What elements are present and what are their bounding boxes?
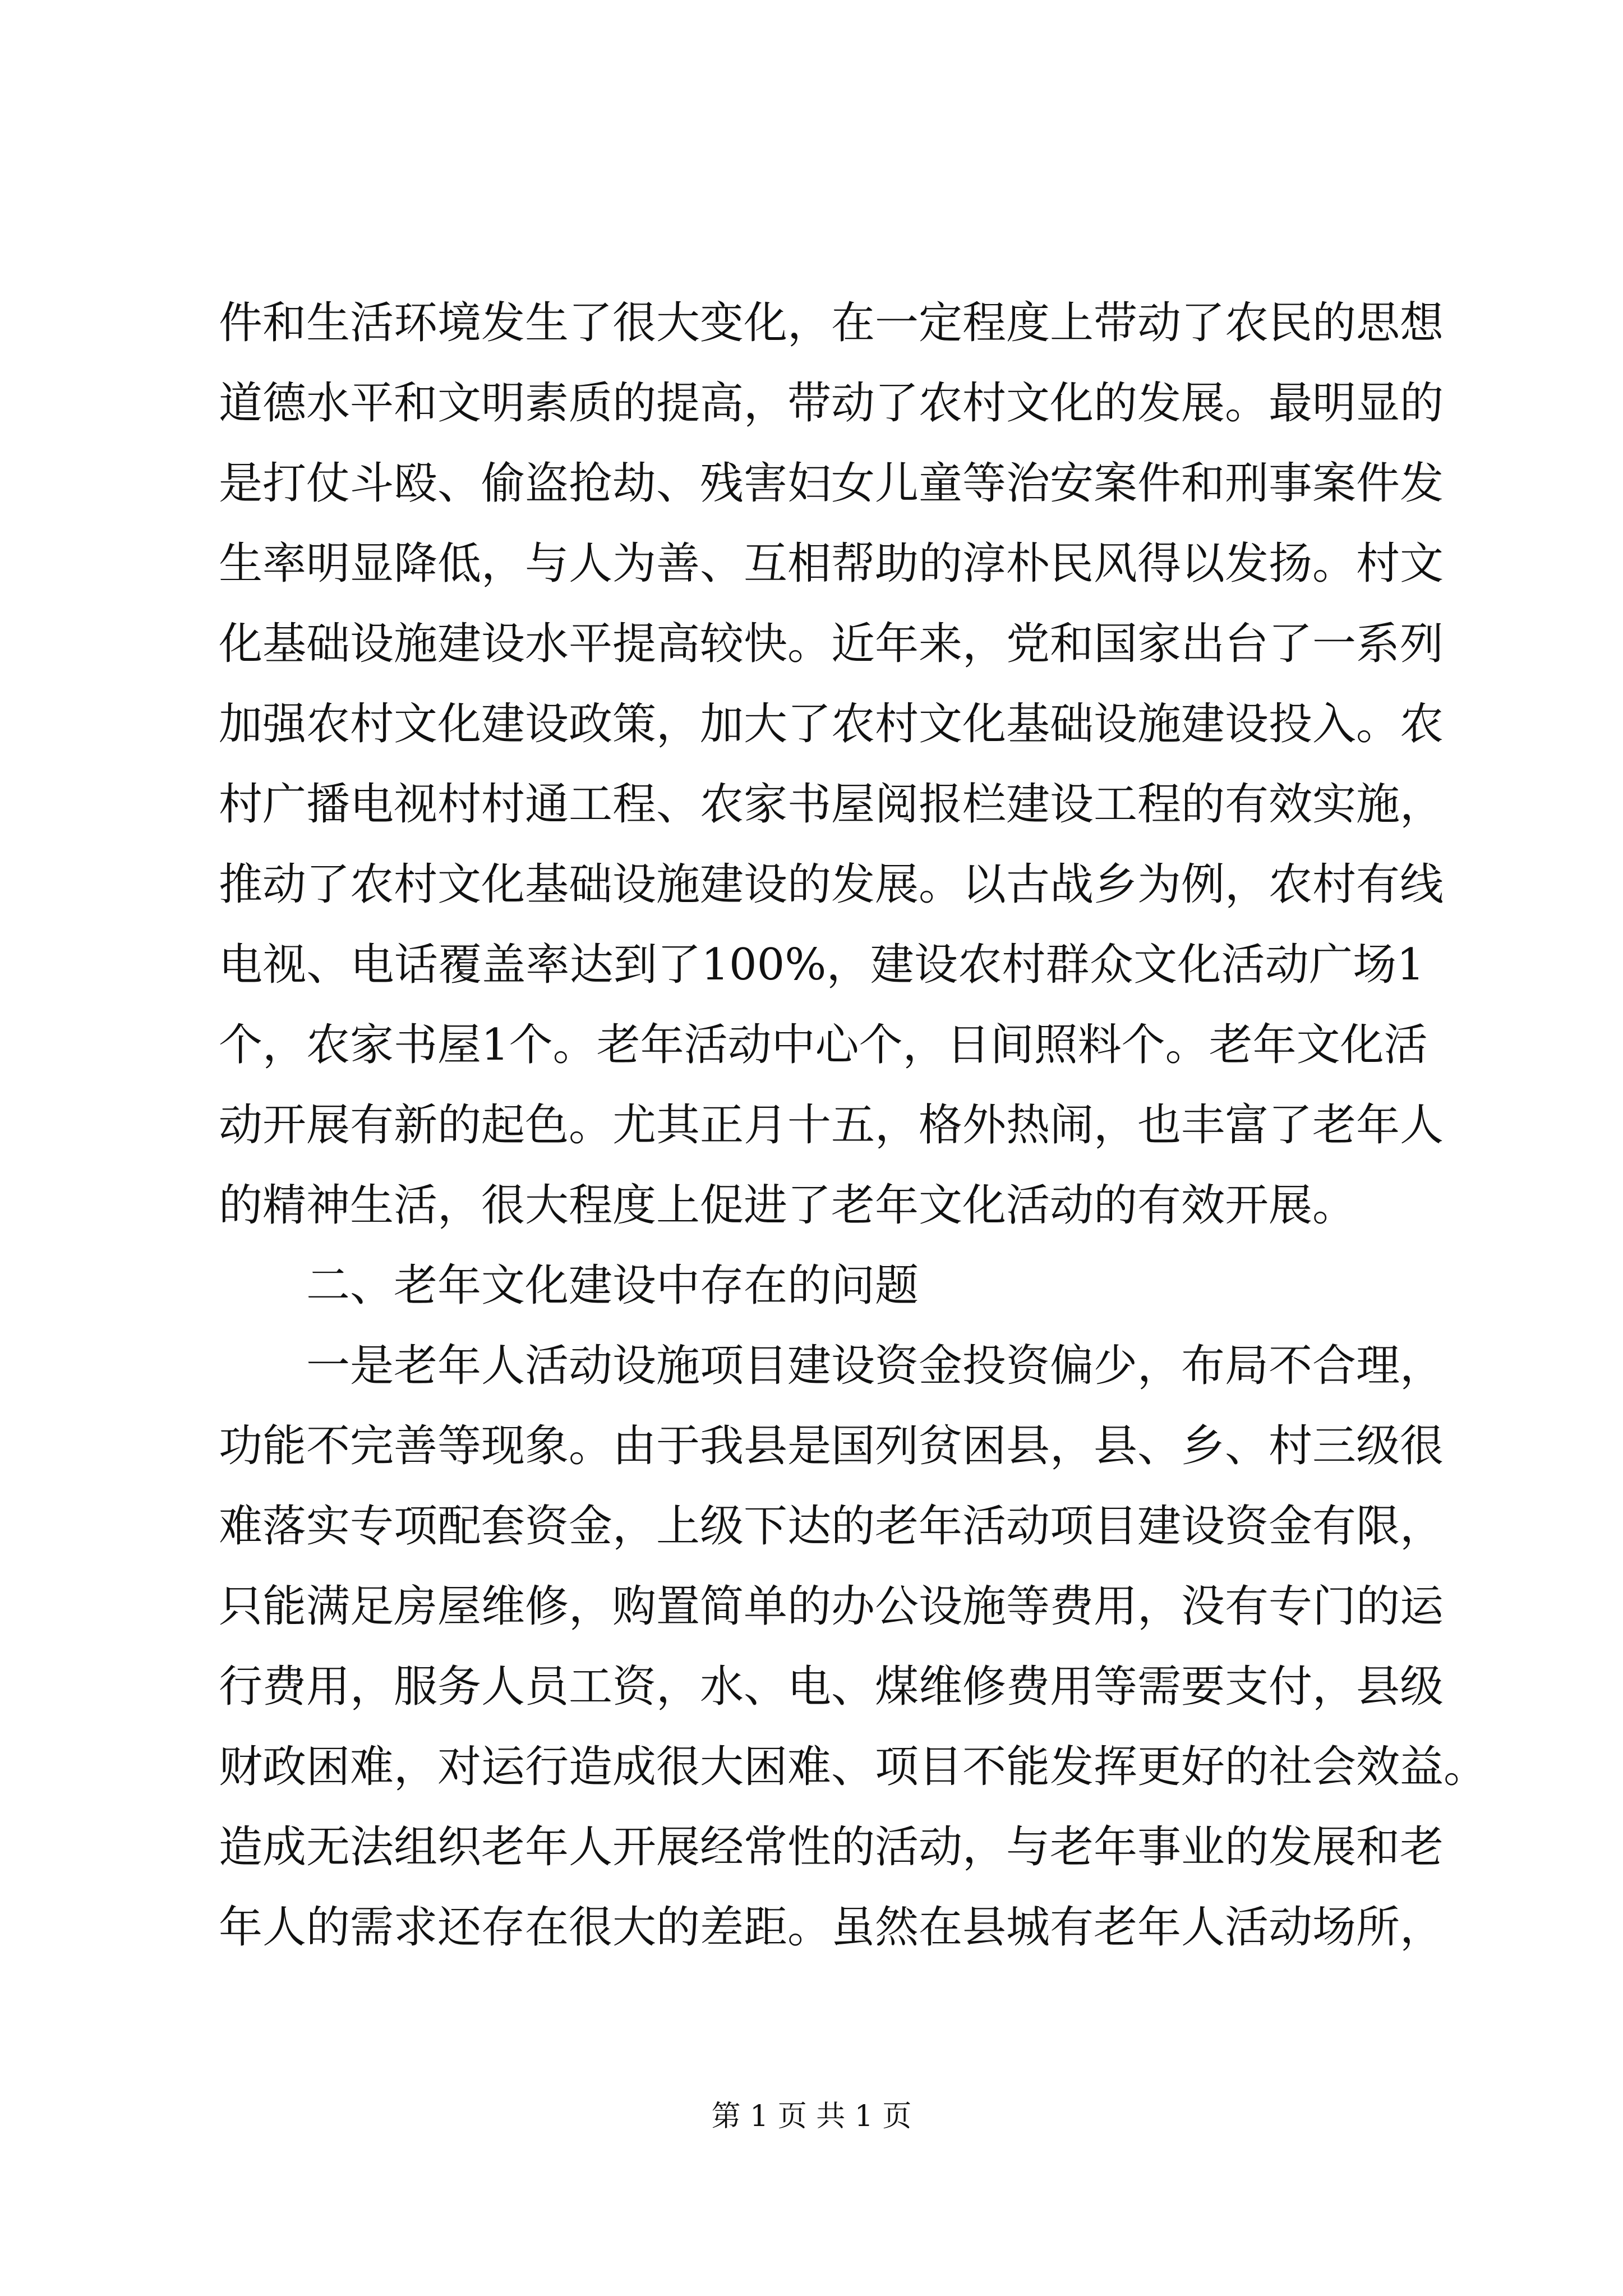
page-footer xyxy=(0,2097,1623,2136)
text-line: 推动了农村文化基础设施建设的发展。以古战乡为例，农村有线 xyxy=(219,859,1444,910)
text-line: 化基础设施建设水平提高较快。近年来，党和国家出台了一系列 xyxy=(219,619,1444,669)
paragraph-1 xyxy=(219,283,1444,1246)
text-line: 村广播电视村村通工程、农家书屋阅报栏建设工程的有效实施， xyxy=(219,779,1444,830)
text-line: 道德水平和文明素质的提高，带动了农村文化的发展。最明显的 xyxy=(219,378,1444,429)
document-body xyxy=(219,283,1488,1968)
section-heading: 二、老年文化建设中存在的问题 xyxy=(306,1260,919,1311)
text-line: 动开展有新的起色。尤其正月十五，格外热闹，也丰富了老年人 xyxy=(219,1100,1444,1151)
page-number-label: 第 1 页 共 1 页 xyxy=(711,2100,912,2133)
text-line: 件和生活环境发生了很大变化，在一定程度上带动了农民的思想 xyxy=(219,298,1444,348)
paragraph-2 xyxy=(219,1326,1488,1968)
text-line: 电视、电话覆盖率达到了100%，建设农村群众文化活动广场1 xyxy=(219,940,1424,990)
text-line: 个，农家书屋1个。老年活动中心个，日间照料个。老年文化活 xyxy=(219,1020,1428,1070)
text-line: 加强农村文化建设政策，加大了农村文化基础设施建设投入。农 xyxy=(219,699,1444,749)
text-line: 的精神生活，很大程度上促进了老年文化活动的有效开展。 xyxy=(219,1180,1357,1231)
text-line: 年人的需求还存在很大的差距。虽然在县城有老年人活动场所， xyxy=(219,1902,1444,1953)
text-line: 财政困难，对运行造成很大困难、项目不能发挥更好的社会效益。 xyxy=(219,1742,1488,1792)
text-line: 功能不完善等现象。由于我县是国列贫困县，县、乡、村三级很 xyxy=(219,1421,1444,1471)
text-line: 行费用，服务人员工资，水、电、煤维修费用等需要支付，县级 xyxy=(219,1662,1444,1712)
text-line: 生率明显降低，与人为善、互相帮助的淳朴民风得以发扬。村文 xyxy=(219,539,1444,589)
text-line: 造成无法组织老年人开展经常性的活动，与老年事业的发展和老 xyxy=(219,1822,1444,1872)
text-line: 只能满足房屋维修，购置简单的办公设施等费用，没有专门的运 xyxy=(219,1581,1444,1632)
text-line: 是打仗斗殴、偷盗抢劫、残害妇女儿童等治安案件和刑事案件发 xyxy=(219,458,1444,509)
text-line: 难落实专项配套资金，上级下达的老年活动项目建设资金有限， xyxy=(219,1501,1444,1552)
text-line: 一是老年人活动设施项目建设资金投资偏少，布局不合理， xyxy=(306,1341,1444,1391)
